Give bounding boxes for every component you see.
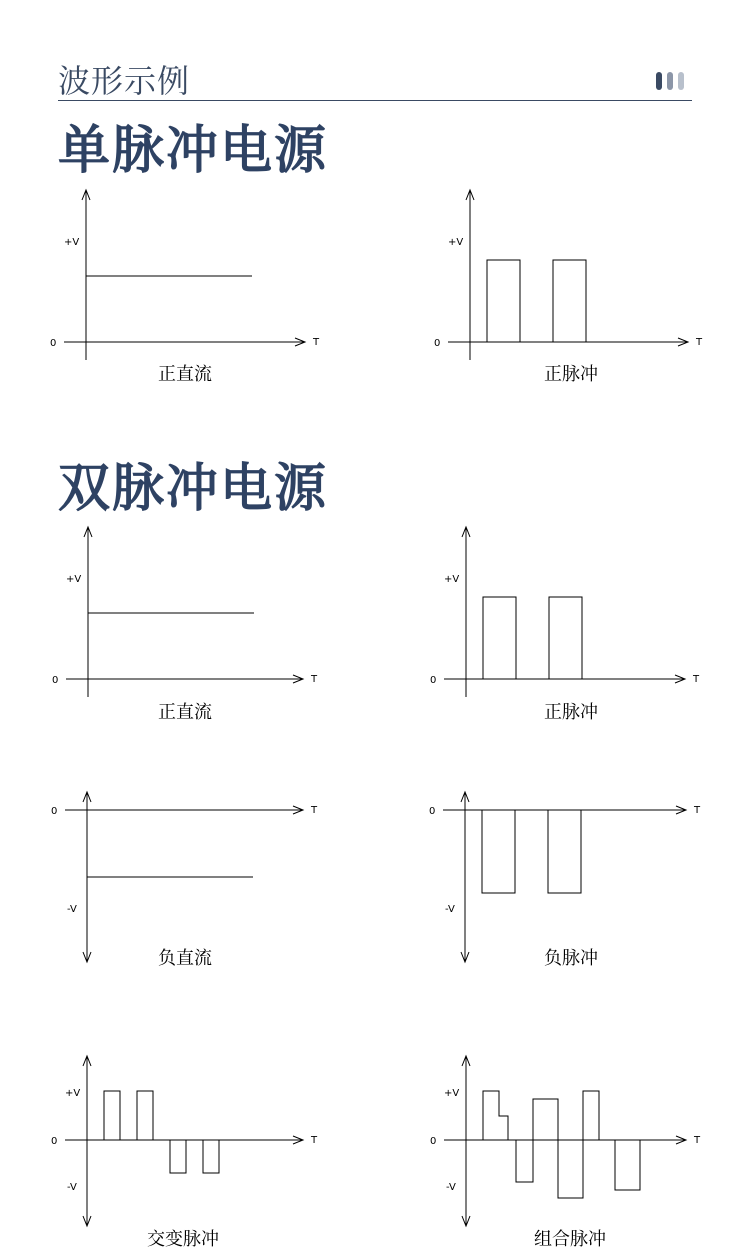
section-title-double: 双脉冲电源 [58,459,329,519]
plus-v-label: +V [448,237,464,248]
waveform-single-positive-pulse [434,190,703,385]
waveform-double-negative-dc [51,792,318,969]
diagram-label: 负直流 [158,948,212,969]
waveform-double-positive-dc [52,527,318,723]
plus-v-label: +V [64,237,80,248]
pulse-1 [104,1091,120,1140]
zero-label: 0 [430,675,437,686]
zero-label: 0 [52,675,59,686]
diagram-label: 负脉冲 [544,948,598,969]
t-label: T [696,337,703,348]
section-title-single: 单脉冲电源 [58,121,329,181]
plus-v-label: +V [444,574,460,585]
pulse-2 [137,1091,153,1140]
minus-v-label: -V [67,904,77,915]
pulse-6 [615,1140,640,1190]
page-subtitle: 波形示例 [58,62,191,100]
zero-label: 0 [51,806,58,817]
zero-label: 0 [50,338,57,349]
pulse-1 [483,597,516,679]
diagram-label: 组合脉冲 [534,1229,606,1250]
pulse-4 [203,1140,219,1173]
minus-v-label: -V [445,904,455,915]
diagram-label: 正脉冲 [544,702,598,723]
waveform-double-combined-pulse [430,1056,701,1250]
waveform-single-positive-dc [50,190,320,385]
waveform-double-negative-pulse [429,792,701,969]
minus-v-label: -V [446,1182,456,1193]
pulse-1 [483,1091,508,1140]
pulse-1 [482,810,515,893]
plus-v-label: +V [65,1088,81,1099]
diagram-label: 正直流 [158,364,212,385]
pulse-3 [170,1140,186,1173]
zero-label: 0 [51,1136,58,1147]
diagram-label: 交变脉冲 [147,1229,219,1250]
pulse-1 [487,260,520,342]
t-label: T [313,337,320,348]
diagram-label: 正直流 [158,702,212,723]
pulse-2 [553,260,586,342]
pulse-2 [549,597,582,679]
zero-label: 0 [429,806,436,817]
diagram-label: 正脉冲 [544,364,598,385]
waveform-double-positive-pulse [430,527,700,723]
pulse-2 [548,810,581,893]
pulse-3 [533,1099,558,1140]
t-label: T [311,805,318,816]
t-label: T [694,1135,701,1146]
t-label: T [311,1135,318,1146]
pulse-2 [516,1140,533,1182]
t-label: T [693,674,700,685]
zero-label: 0 [430,1136,437,1147]
pulse-5 [583,1091,599,1140]
plus-v-label: +V [66,574,82,585]
t-label: T [311,674,318,685]
zero-label: 0 [434,338,441,349]
plus-v-label: +V [444,1088,460,1099]
minus-v-label: -V [67,1182,77,1193]
waveform-double-alternating-pulse [51,1056,318,1250]
t-label: T [694,805,701,816]
pulse-4 [558,1140,583,1198]
